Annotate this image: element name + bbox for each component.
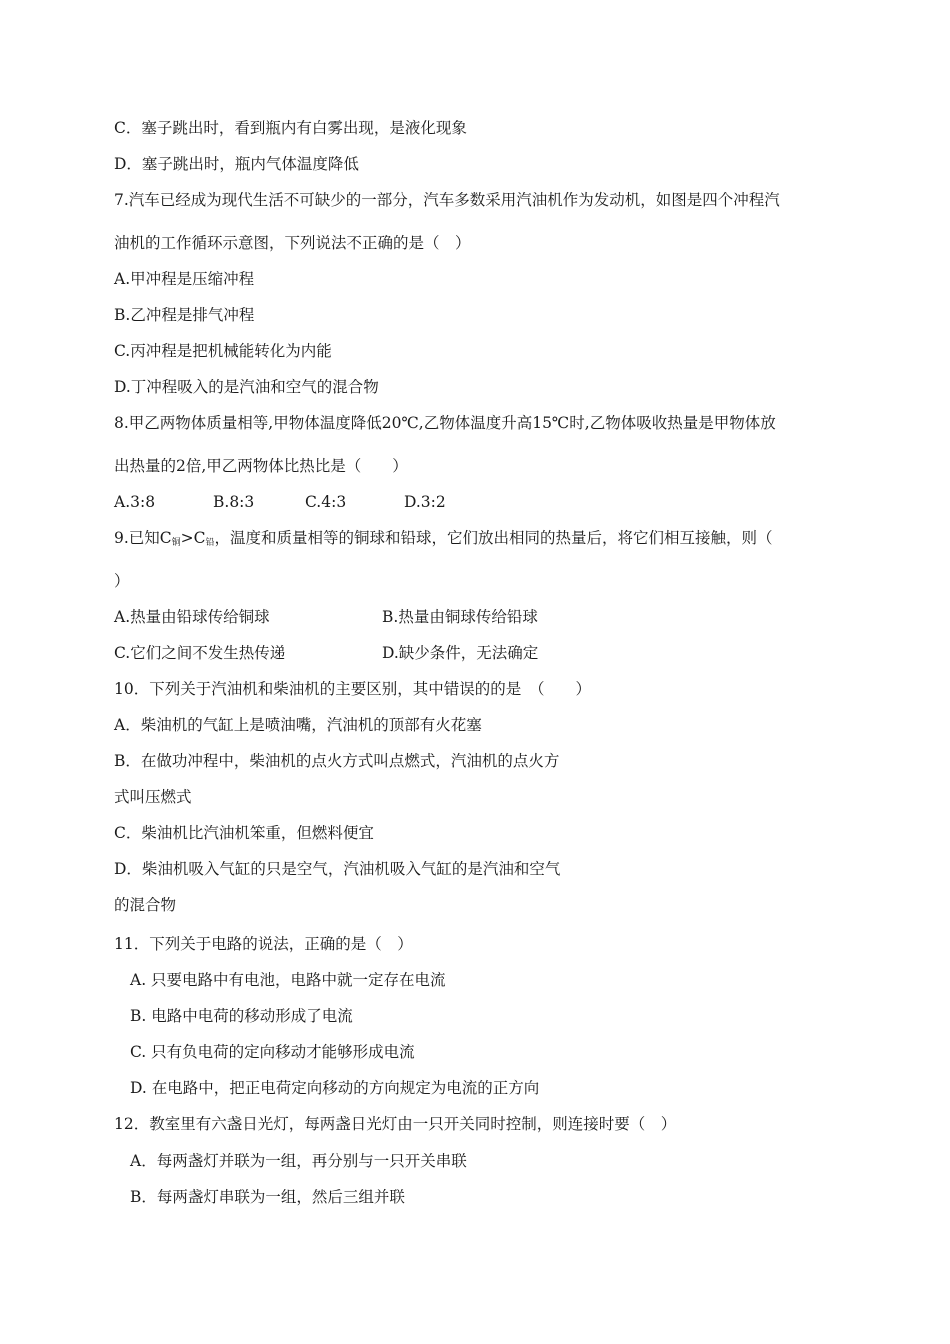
q9-option-b: B.热量由铜球传给铅球 [382, 608, 538, 626]
q10-option-b-line2: 式叫压燃式 [114, 788, 192, 806]
q7-stem-line1: 7.汽车已经成为现代生活不可缺少的一部分，汽车多数采用汽油机作为发动机，如图是四个冲程汽 [114, 191, 780, 209]
q8-option-c: C.4:3 [305, 493, 347, 511]
q7-option-d: D.丁冲程吸入的是汽油和空气的混合物 [114, 378, 379, 396]
q10-option-d-line2: 的混合物 [114, 896, 177, 914]
q10-option-d-line1: D．柴油机吸入气缸的只是空气，汽油机吸入气缸的是汽油和空气 [114, 860, 561, 878]
q9-stem-line2: ） [114, 572, 130, 590]
q12-option-a: A．每两盏灯并联为一组，再分别与一只开关串联 [130, 1152, 467, 1170]
subscript-lead: 铅 [205, 538, 215, 548]
q8-stem-line2: 出热量的2倍,甲乙两物体比热比是（ ） [114, 457, 408, 475]
q11-stem: 11．下列关于电路的说法，正确的是（ ） [114, 935, 413, 953]
q6-option-d: D．塞子跳出时，瓶内气体温度降低 [114, 155, 359, 173]
q11-option-a: A. 只要电路中有电池，电路中就一定存在电流 [130, 971, 446, 989]
q11-option-c: C. 只有负电荷的定向移动才能够形成电流 [130, 1043, 415, 1061]
q10-option-b-line1: B．在做功冲程中，柴油机的点火方式叫点燃式，汽油机的点火方 [114, 752, 560, 770]
q6-option-c: C．塞子跳出时，看到瓶内有白雾出现，是液化现象 [114, 119, 467, 137]
q12-stem: 12．教室里有六盏日光灯，每两盏日光灯由一只开关同时控制，则连接时要（ ） [114, 1115, 677, 1133]
q9-option-c: C.它们之间不发生热传递 [114, 644, 286, 662]
q7-stem-line2: 油机的工作循环示意图，下列说法不正确的是（ ） [114, 234, 471, 252]
q10-option-c: C．柴油机比汽油机笨重，但燃料便宜 [114, 824, 374, 842]
q10-option-a: A．柴油机的气缸上是喷油嘴，汽油机的顶部有火花塞 [114, 716, 482, 734]
q9-option-d: D.缺少条件，无法确定 [382, 644, 539, 662]
q8-option-d: D.3:2 [404, 493, 446, 511]
q11-option-b: B. 电路中电荷的移动形成了电流 [130, 1007, 353, 1025]
q7-option-a: A.甲冲程是压缩冲程 [114, 270, 255, 288]
q10-stem: 10．下列关于汽油机和柴油机的主要区别，其中错误的的是 （ ） [114, 680, 591, 698]
q7-option-b: B.乙冲程是排气冲程 [114, 306, 255, 324]
q11-option-d: D. 在电路中，把正电荷定向移动的方向规定为电流的正方向 [130, 1079, 540, 1097]
q8-option-b: B.8:3 [213, 493, 255, 511]
subscript-copper: 铜 [171, 538, 181, 548]
q8-stem-line1: 8.甲乙两物体质量相等,甲物体温度降低20℃,乙物体温度升高15℃时,乙物体吸收热量是甲物体放 [114, 414, 776, 432]
q9-option-a: A.热量由铅球传给铜球 [114, 608, 270, 626]
q9-stem-line1: 9.已知$C_铜>C_铅$，温度和质量相等的铜球和铅球，它们放出相同的热量后，将它们相互接触，则（ [114, 529, 773, 548]
q12-option-b: B．每两盏灯串联为一组，然后三组并联 [130, 1188, 405, 1206]
q8-option-a: A.3:8 [114, 493, 156, 511]
q7-option-c: C.丙冲程是把机械能转化为内能 [114, 342, 332, 360]
